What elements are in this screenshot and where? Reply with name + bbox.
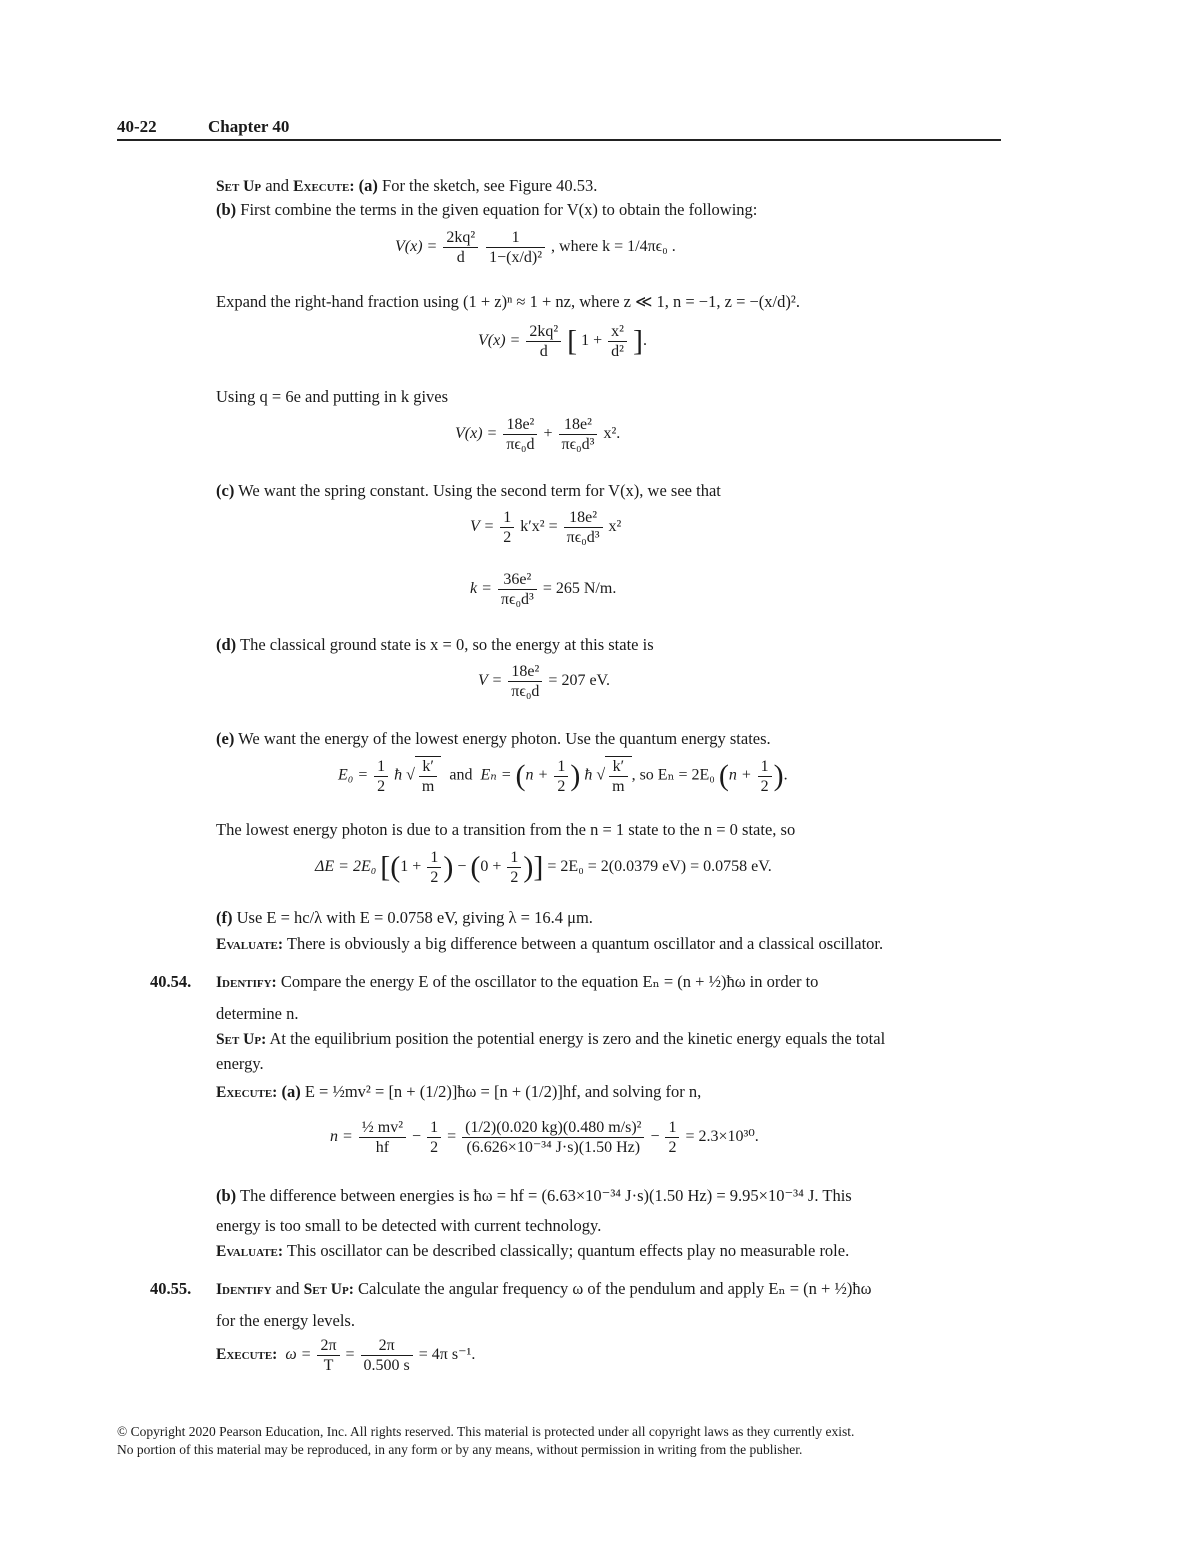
term-2: 0 +: [480, 858, 502, 876]
p54-identify-line-2: determine n.: [216, 1004, 299, 1023]
sqrt-symbol: √: [596, 766, 606, 784]
setup-lead: Set Up:: [216, 1031, 267, 1048]
eq-mid: k′x² =: [520, 518, 558, 536]
plus-sign: +: [543, 425, 553, 443]
denominator: πϵ₀d³: [500, 591, 534, 608]
fraction: [498, 570, 537, 609]
fraction: [559, 415, 598, 454]
left-paren: (: [718, 759, 729, 792]
eq-e0: E₀ =: [338, 766, 369, 784]
execute-lead: Execute:: [293, 178, 355, 195]
p53-c-line: [216, 481, 721, 501]
p54-setup-line-2: energy.: [216, 1054, 264, 1073]
eq-en: Eₙ =: [480, 766, 512, 784]
part-a-label: (a): [281, 1082, 301, 1101]
minus-sign: −: [412, 1128, 422, 1146]
and-word: and: [265, 176, 290, 195]
right-paren: ): [443, 850, 454, 884]
identify-text: Calculate the angular frequency ω of the pendulum and apply Eₙ = (n + ½)ħω: [358, 1279, 872, 1298]
header-rule: [117, 139, 1001, 141]
eq-lhs: V(x) =: [455, 425, 498, 443]
eq-lhs: V =: [478, 672, 503, 690]
and-word: and: [275, 1279, 300, 1298]
p55-identify-line-2: for the energy levels.: [216, 1311, 355, 1330]
fraction: [427, 848, 441, 887]
and-word: and: [449, 766, 473, 784]
part-a-text: E = ½mv² = [n + (1/2)]ħω = [n + (1/2)]hf, and solving for n,: [304, 1082, 702, 1101]
eq-tail: x².: [603, 425, 621, 443]
equation-spring-constant: [470, 570, 616, 609]
equation-quantum-states: [338, 756, 788, 796]
equals-sign: =: [345, 1346, 355, 1364]
eq-tail: = 265 N/m.: [542, 580, 617, 598]
denominator: 2: [668, 1139, 677, 1156]
p54-identify-line: [216, 972, 818, 993]
evaluate-lead: Evaluate:: [216, 1243, 284, 1260]
part-e-text: We want the energy of the lowest energy photon. Use the quantum energy states.: [238, 729, 771, 748]
denominator: 2: [377, 777, 386, 795]
denominator: d: [539, 343, 548, 360]
numerator: 1: [427, 848, 441, 868]
numerator: 1: [758, 757, 772, 777]
denominator: d: [456, 249, 465, 266]
fraction: [507, 848, 521, 887]
p53-setup-line: [216, 176, 597, 197]
numerator: 36e²: [498, 570, 537, 590]
denominator: πϵ₀d³: [566, 529, 600, 546]
copyright-line-1: © Copyright 2020 Pearson Education, Inc. All rights reserved. This material is protected under all copyright laws as they currently exist.: [117, 1424, 855, 1439]
p53-d-line: [216, 635, 654, 655]
eq-inner: 1 +: [581, 332, 603, 350]
numerator: 18e²: [508, 662, 542, 682]
fraction: [526, 322, 561, 361]
eq-lhs: V(x) =: [395, 238, 438, 256]
fraction: [462, 1118, 644, 1157]
eq-lhs: n =: [330, 1128, 353, 1146]
chapter-title: Chapter 40: [208, 117, 290, 136]
numerator: 18e²: [564, 508, 603, 528]
denominator: πϵ₀d: [511, 683, 540, 700]
equation-v-expanded: [478, 322, 647, 361]
denominator: m: [612, 778, 625, 795]
numerator: ½ mv²: [359, 1118, 406, 1138]
part-f-label: (f): [216, 908, 233, 927]
eq-lhs: ΔE = 2E₀: [315, 858, 377, 876]
denominator: 2: [430, 869, 439, 886]
identify-text: Compare the energy E of the oscillator to the equation Eₙ = (n + ½)ħω in order to: [280, 972, 819, 991]
eq-tail: = 207 eV.: [548, 672, 611, 690]
fraction: [317, 1336, 339, 1375]
eq-tail: .: [783, 766, 788, 784]
denominator: 2: [510, 869, 519, 886]
eq-rhs: = 2E₀ = 2(0.0379 eV) = 0.0758 eV.: [547, 858, 772, 876]
numerator: 1: [427, 1118, 441, 1138]
expand-text: Expand the right-hand fraction using (1 + z)ⁿ ≈ 1 + nz, where z ≪ 1, n = −1, z = −(x/d)².: [216, 292, 800, 311]
so-clause: , so Eₙ = 2E₀: [631, 766, 715, 784]
p54-evaluate-line: [216, 1241, 849, 1262]
p55-identify-line: [216, 1279, 871, 1300]
numerator: 1: [486, 228, 545, 248]
denominator: hf: [375, 1139, 390, 1156]
setup-lead: Set Up: [216, 178, 262, 195]
p54-setup-line: [216, 1029, 885, 1050]
denominator: 2: [503, 529, 512, 546]
evaluate-text: There is obviously a big difference between a quantum oscillator and a classical oscillator.: [286, 934, 884, 953]
term-1: 1 +: [400, 858, 422, 876]
numerator: 2kq²: [526, 322, 561, 342]
sqrt-body: [415, 756, 441, 796]
execute-lead: Execute:: [216, 1346, 278, 1364]
numerator: x²: [608, 322, 627, 342]
left-paren: (: [390, 850, 401, 884]
eq-tail: x²: [608, 518, 622, 536]
part-a-label: (a): [358, 176, 378, 195]
fraction: [564, 508, 603, 547]
minus-sign: −: [457, 858, 467, 876]
execute-lead: Execute:: [216, 1084, 278, 1101]
fraction: [554, 757, 568, 796]
part-c-label: (c): [216, 481, 235, 500]
denominator: 1−(x/d)²: [489, 249, 543, 266]
denominator: 0.500 s: [363, 1357, 410, 1374]
p53-f-line: [216, 908, 593, 928]
equation-ground-energy: [478, 662, 610, 701]
eq-lhs: V(x) =: [478, 332, 521, 350]
using-text: Using q = 6e and putting in k gives: [216, 387, 449, 406]
right-paren: ): [570, 759, 581, 792]
setup-lead: Set Up:: [303, 1281, 354, 1298]
part-b-label: (b): [216, 1186, 237, 1205]
equals-sign: =: [447, 1128, 457, 1146]
page-number: 40-22: [117, 117, 157, 136]
fraction: [665, 1118, 679, 1157]
identify-lead: Identify: [216, 1281, 272, 1298]
part-b-text: The difference between energies is ħω = hf = (6.63×10⁻³⁴ J·s)(1.50 Hz) = 9.95×10⁻³⁴ J. This: [240, 1186, 852, 1205]
denominator: (6.626×10⁻³⁴ J·s)(1.50 Hz): [466, 1139, 641, 1156]
right-paren: ): [523, 850, 534, 884]
part-b-label: (b): [216, 200, 237, 219]
eq-tail: , where k = 1/4πϵ₀ .: [551, 238, 676, 256]
part-e-label: (e): [216, 729, 235, 748]
left-paren: (: [515, 759, 526, 792]
part-a-text: For the sketch, see Figure 40.53.: [382, 176, 598, 195]
p54-b-line-2: energy is too small to be detected with current technology.: [216, 1216, 602, 1235]
denominator: 2: [430, 1139, 439, 1156]
hbar: ħ: [394, 766, 403, 784]
part-f-text: Use E = hc/λ with E = 0.0758 eV, giving λ = 16.4 μm.: [236, 908, 593, 927]
p54-b-line: [216, 1186, 852, 1206]
sqrt-symbol: √: [406, 766, 415, 784]
right-bracket: ]: [533, 850, 544, 884]
p53-evaluate-line: [216, 934, 883, 955]
numerator: k′: [419, 757, 437, 777]
p54-execute-line: [216, 1082, 701, 1103]
evaluate-lead: Evaluate:: [216, 936, 284, 953]
eq-lhs: k =: [470, 580, 492, 598]
numerator: 2π: [361, 1336, 413, 1356]
fraction: [359, 1118, 406, 1157]
fraction: [486, 228, 545, 267]
part-d-text: The classical ground state is x = 0, so the energy at this state is: [240, 635, 654, 654]
problem-number-40-55: 40.55.: [150, 1279, 192, 1298]
denominator: πϵ₀d³: [561, 436, 595, 453]
left-paren: (: [470, 850, 481, 884]
evaluate-text: This oscillator can be described classically; quantum effects play no measurable role.: [286, 1241, 850, 1260]
numerator: 1: [500, 508, 514, 528]
fraction: [503, 415, 537, 454]
eq-lhs: V =: [470, 518, 495, 536]
fraction: [419, 757, 437, 796]
numerator: 18e²: [503, 415, 537, 435]
copyright-line-2: No portion of this material may be reproduced, in any form or by any means, without permission in writing from the publisher.: [117, 1442, 803, 1457]
sqrt-body: [605, 756, 631, 796]
numerator: 1: [665, 1118, 679, 1138]
denominator: d²: [611, 343, 624, 360]
denominator: 2: [760, 777, 769, 795]
numerator: 1: [554, 757, 568, 777]
equation-v-combined: [395, 228, 676, 267]
part-c-text: We want the spring constant. Using the second term for V(x), we see that: [238, 481, 721, 500]
part-d-label: (d): [216, 635, 237, 654]
equation-solve-n: [330, 1118, 759, 1157]
p53-e-line: [216, 729, 771, 749]
equation-v-numeric: [455, 415, 620, 454]
setup-text: At the equilibrium position the potential energy is zero and the kinetic energy equals the total: [269, 1029, 886, 1048]
left-bracket: [: [380, 850, 391, 884]
left-bracket: [: [567, 324, 578, 358]
eq-tail: = 2.3×10³⁰.: [685, 1128, 759, 1146]
equation-delta-e: [315, 848, 772, 887]
eq-tail: .: [642, 332, 647, 350]
minus-sign: −: [650, 1128, 660, 1146]
right-bracket: ]: [632, 324, 643, 358]
denominator: m: [421, 778, 435, 795]
numerator: 18e²: [559, 415, 598, 435]
p55-execute-line: [216, 1336, 475, 1375]
problem-number-40-54: 40.54.: [150, 972, 192, 991]
n-plus: n +: [525, 766, 549, 784]
fraction: [609, 757, 627, 796]
fraction: [608, 322, 627, 361]
denominator: T: [323, 1357, 334, 1374]
fraction: [361, 1336, 413, 1375]
fraction: [374, 757, 388, 796]
lowest-photon-text: The lowest energy photon is due to a transition from the n = 1 state to the n = 0 state, so: [216, 820, 796, 839]
n-plus: n +: [728, 766, 752, 784]
numerator: 2π: [317, 1336, 339, 1356]
eq-tail: = 4π s⁻¹.: [418, 1346, 476, 1364]
p53-b-line: [216, 200, 757, 220]
eq-lhs: ω =: [285, 1346, 312, 1364]
fraction: [758, 757, 772, 796]
numerator: 1: [374, 757, 388, 777]
hbar: ħ: [584, 766, 593, 784]
numerator: k′: [609, 757, 627, 777]
equation-spring-potential: [470, 508, 621, 547]
numerator: 1: [507, 848, 521, 868]
right-paren: ): [773, 759, 784, 792]
part-b-text: First combine the terms in the given equation for V(x) to obtain the following:: [240, 200, 758, 219]
fraction: [508, 662, 542, 701]
numerator: (1/2)(0.020 kg)(0.480 m/s)²: [462, 1118, 644, 1138]
denominator: 2: [557, 777, 566, 795]
fraction: [443, 228, 478, 267]
denominator: πϵ₀d: [506, 436, 535, 453]
identify-lead: Identify:: [216, 974, 277, 991]
fraction: [427, 1118, 441, 1157]
numerator: 2kq²: [443, 228, 478, 248]
fraction: [500, 508, 514, 547]
